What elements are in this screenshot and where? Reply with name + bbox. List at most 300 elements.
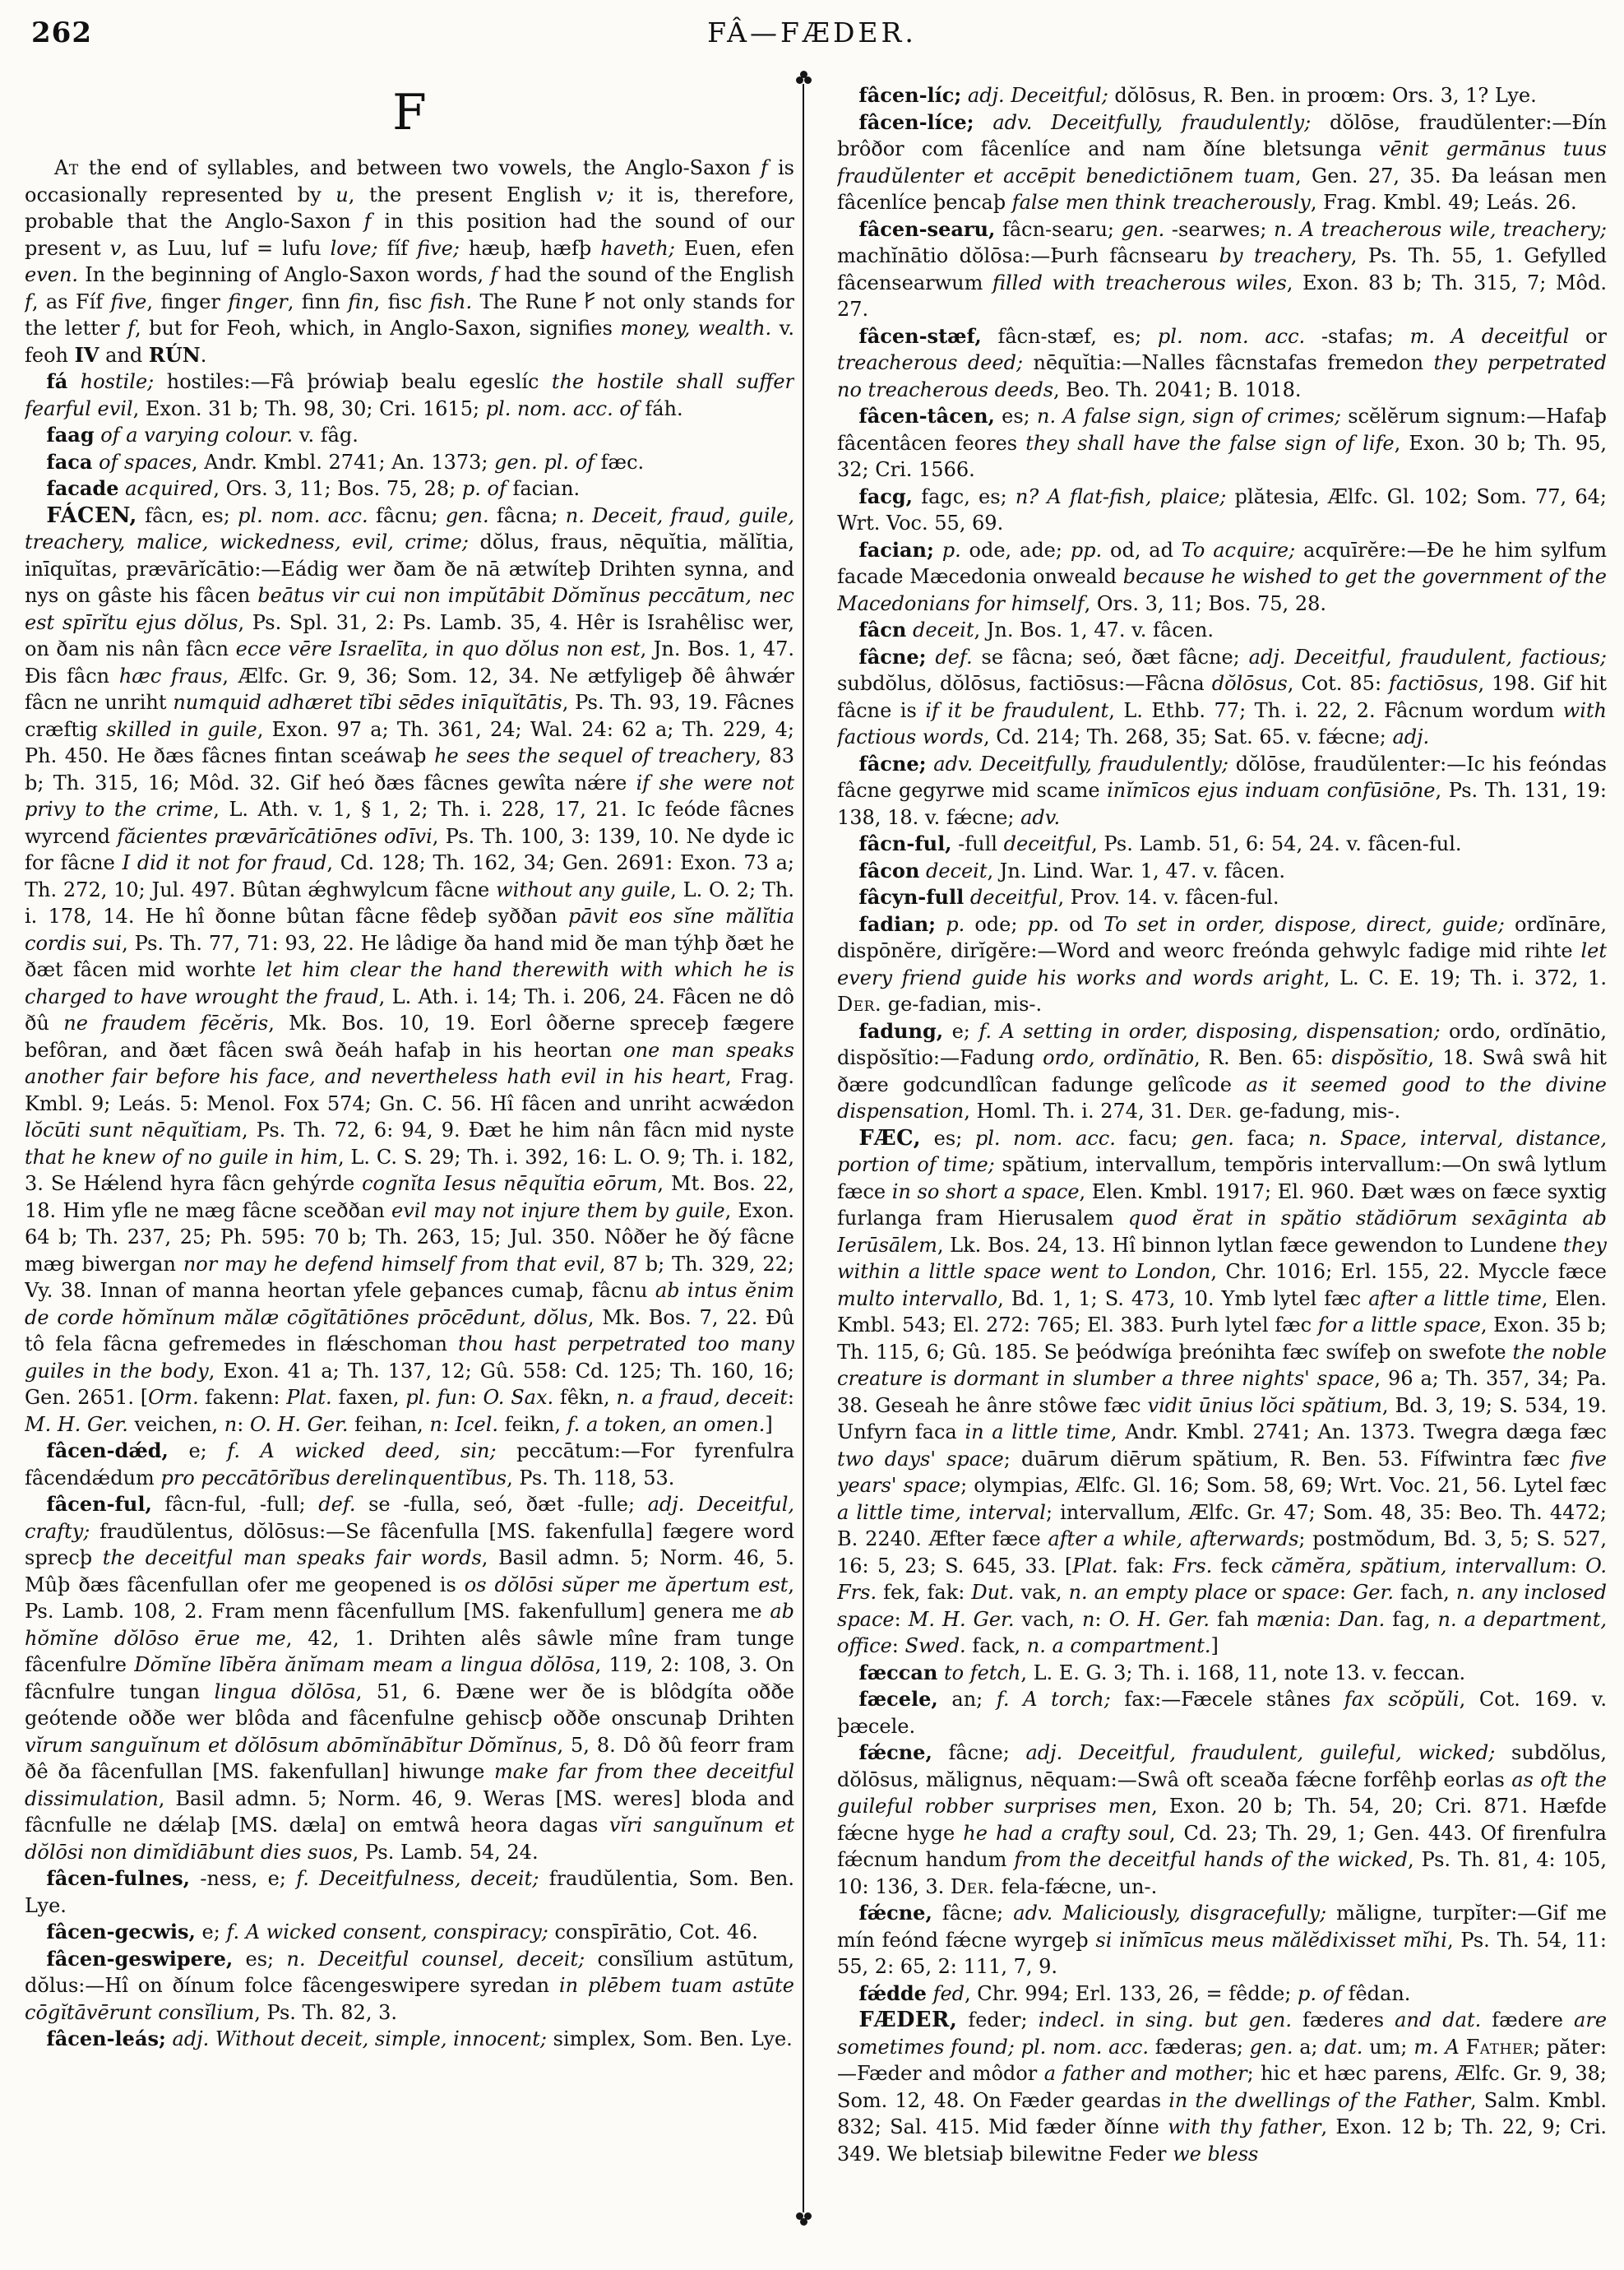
text-run: fâcen-geswipere,: [46, 1946, 234, 1971]
text-run: p. of: [461, 477, 507, 500]
text-run: [1460, 2036, 1466, 2059]
text-run: , Mk. Bos. 10, 19. Eorl ôðerne spreceþ fægere befôran, and ðæt fâcen swâ ðeáh hafaþ in his heortan: [25, 1012, 794, 1062]
text-run: after a little time: [1368, 1286, 1542, 1310]
text-run: feikn,: [498, 1412, 567, 1436]
text-run: we bless: [1173, 2142, 1259, 2166]
text-run: gen. pl. of: [494, 450, 595, 474]
text-run: five years' space: [837, 1447, 1607, 1497]
text-run: fâcen-stæf,: [858, 323, 982, 348]
text-run: a father and mother: [1043, 2062, 1247, 2085]
text-run: gen.: [1191, 1126, 1234, 1150]
text-run: vĭrum sanguĭnum et dŏlōsum abōmĭnābĭtur Dŏmĭnus: [25, 1733, 558, 1757]
text-run: pl. nom. acc. of: [485, 396, 639, 420]
text-run: n: [1081, 1607, 1095, 1631]
text-run: fâcne;: [858, 644, 927, 669]
text-run: adv. Deceitfully, fraudulently;: [992, 110, 1312, 134]
text-run: , L. O. 2; Th. i. 178, 14. He hî ðonne bûtan fâcne fêdeþ syððan: [25, 878, 794, 928]
text-run: , Jn. Bos. 1, 47. v. fâcen.: [974, 618, 1214, 642]
text-run: spătium, intervallum, tempŏris intervallum:—On swâ lytlum fæce: [837, 1153, 1607, 1203]
entry-paragraph: [25, 2026, 794, 2053]
text-run: , Ælfc. Gr. 9, 36; Som. 12, 34. Ne ætfyligeþ ðê âhwǽr fâcn ne unriht: [25, 664, 794, 714]
text-run: lŏcūti sunt nēquĭtiam: [25, 1119, 243, 1142]
text-run: fâcyn-full: [858, 885, 965, 909]
entry-paragraph: [837, 484, 1607, 537]
text-run: the hostile shall suffer fearful evil: [25, 370, 794, 420]
text-run: ab hŏmĭne dŏlōso ērue me: [25, 1600, 794, 1650]
text-run: nor may he defend himself from that evil: [183, 1252, 599, 1276]
text-run: pāvit eos sĭne mălĭtia cordis sui: [25, 905, 794, 955]
entry-paragraph: [837, 403, 1607, 484]
text-run: n: [429, 1412, 442, 1436]
text-run: In the beginning of Anglo-Saxon words,: [78, 263, 491, 286]
text-run: -searwes;: [1164, 217, 1275, 241]
text-run: factiōsus: [1389, 672, 1478, 695]
text-run: , Ps. Lamb. 51, 6: 54, 24. v. fâcen-ful.: [1091, 832, 1462, 855]
text-run: , Exon. 83 b; Th. 315, 7; Môd. 27.: [837, 271, 1607, 321]
entry-paragraph: [25, 475, 794, 503]
text-run: , Homl. Th. i. 274, 31.: [964, 1100, 1189, 1123]
text-run: O. Sax.: [483, 1386, 554, 1409]
text-run: adj. Deceitful, fraudulent, guileful, wicked;: [1025, 1741, 1496, 1764]
text-run: făcientes prævārĭcātiōnes odīvi: [117, 824, 433, 848]
text-run: Dŏmĭne lībĕra ănĭmam meam a lingua dŏlōsa: [134, 1653, 595, 1676]
text-run: dat.: [1324, 2035, 1363, 2059]
text-run: n? A flat-fish, plaice;: [1015, 484, 1227, 508]
text-run: Dut.: [971, 1581, 1015, 1604]
text-run: To acquire;: [1181, 538, 1296, 562]
text-run: [961, 84, 968, 107]
text-run: Plat.: [286, 1386, 332, 1409]
text-run: , finn: [287, 290, 349, 313]
text-run: fâcn-ful,: [858, 832, 952, 855]
text-run: an;: [937, 1688, 997, 1711]
text-run: O. Frs.: [837, 1554, 1607, 1604]
text-run: f. a token, an omen.: [567, 1412, 766, 1436]
text-run: is occasionally represented by: [25, 156, 794, 206]
entry-paragraph: [25, 422, 794, 449]
text-run: in the dwellings of the Father: [1168, 2088, 1471, 2112]
entry-paragraph: [837, 884, 1607, 911]
text-run: , Andr. Kmbl. 2741; An. 1373;: [191, 450, 495, 474]
text-run: f: [363, 210, 372, 233]
text-run: fraudŭlentia, Som. Ben. Lye.: [25, 1867, 794, 1917]
text-run: numquid adhæret tĭbi sēdes inīquĭtātis: [173, 691, 562, 714]
entry-paragraph: [25, 368, 794, 422]
entry-paragraph: [837, 82, 1607, 109]
text-run: Ger.: [1353, 1581, 1394, 1604]
text-run: five;: [417, 236, 460, 260]
text-run: let him clear the hand therewith with which he is charged to have wrought the fraud: [25, 958, 794, 1008]
entry-paragraph: [837, 1125, 1607, 1660]
text-run: , L. Ath. i. 14; Th. i. 206, 24. Fâcen ne dô ðû: [25, 984, 794, 1035]
text-run: , Ps. Th. 118, 53.: [507, 1466, 675, 1489]
text-run: fakenn:: [198, 1386, 287, 1409]
text-run: ode, ade;: [960, 538, 1071, 562]
text-run: subdŏlus, dŏlōsus, factiōsus:—Fâcna: [837, 672, 1212, 695]
text-run: O. H. Ger.: [1108, 1607, 1210, 1631]
text-run: At: [54, 156, 79, 179]
entry-paragraph: [837, 537, 1607, 618]
entry-paragraph: [837, 1686, 1607, 1740]
text-run: , Ps. Th. 93, 19. Fâcnes cræftig: [25, 691, 794, 741]
text-run: es;: [921, 1126, 975, 1150]
text-run: adv. Deceitfully, fraudulently;: [933, 752, 1228, 776]
text-run: , Chr. 1016; Erl. 155, 22. Myccle fæce: [1210, 1260, 1607, 1283]
text-run: adv. Maliciously, disgracefully;: [1013, 1902, 1327, 1925]
text-run: To set in order, dispose, direct, guide;: [1103, 912, 1505, 936]
text-run: treacherous deed;: [837, 351, 1024, 374]
text-run: fâcen-leás;: [46, 2027, 166, 2050]
text-run: dŏlōse, fraudŭlenter:—Ic his feóndas fâcne gegyrwe mid scame: [837, 752, 1607, 802]
text-run: facian.: [506, 477, 581, 500]
text-run: fǽcne,: [858, 1901, 932, 1925]
text-run: scĕlĕrum signum:—Hafaþ fâcentâcen feores: [837, 405, 1607, 455]
text-run: , Andr. Kmbl. 2741; An. 1373. Twegra dæga fæc: [1110, 1420, 1607, 1443]
text-run: ; duārum diērum spătium, R. Ben. 53. Fífwintra fæc: [1003, 1447, 1571, 1471]
entry-paragraph: [837, 323, 1607, 404]
text-run: :: [237, 1412, 250, 1436]
text-run: ode;: [965, 912, 1028, 936]
text-run: ordo, ordĭnātio, dispŏsĭtio:—Fadung: [837, 1019, 1607, 1069]
text-run: -full: [951, 832, 1004, 855]
text-run: :: [894, 1607, 909, 1631]
text-run: dispŏsĭtio: [1331, 1046, 1428, 1069]
text-run: Euen, efen: [674, 236, 794, 260]
text-run: facg,: [858, 484, 914, 508]
text-run: ]: [1210, 1634, 1219, 1657]
text-run: fâcen-searu,: [858, 216, 996, 241]
text-run: facade: [46, 476, 119, 500]
text-run: fâcn: [858, 618, 907, 642]
text-run: n. an empty place: [1068, 1581, 1248, 1604]
text-run: , R. Ben. 65:: [1194, 1046, 1332, 1069]
text-run: , L. C. S. 29; Th. i. 392, 16: L. O. 9; Th. i. 182, 3. Se Hǽlend hyra fâcn gehýrde: [25, 1145, 794, 1195]
text-run: pl. fun: [405, 1386, 470, 1409]
text-run: f. Deceitfulness, deceit;: [296, 1867, 539, 1890]
entry-paragraph: [837, 109, 1607, 216]
text-run: fax:—Fæcele stânes: [1110, 1688, 1344, 1711]
text-run: n. a compartment.: [1026, 1634, 1211, 1657]
text-run: -stafas;: [1305, 324, 1410, 348]
text-run: in a little time: [965, 1420, 1111, 1443]
text-run: , 42, 1. Drihten alês sâwle mîne fram tunge fâcenfulre: [25, 1626, 794, 1676]
text-run: [974, 111, 993, 134]
text-run: adj.: [1392, 725, 1430, 748]
text-run: RÚN: [148, 342, 201, 367]
text-run: fêdan.: [1341, 1981, 1411, 2005]
text-run: fâcen-fulnes,: [46, 1866, 191, 1890]
entry-paragraph: [837, 1980, 1607, 2008]
text-run: a;: [1293, 2035, 1325, 2059]
text-run: , Exon. 41 a; Th. 137, 12; Gû. 558: Cd. 125; Th. 160, 16; Gen. 2651. [: [25, 1359, 794, 1409]
text-run: , Gen. 27, 35. Ða leásan men fâcenlíce þencaþ: [837, 164, 1607, 214]
column-right-text: [837, 64, 1607, 2167]
text-run: FÆC,: [858, 1125, 922, 1151]
text-run: deceit: [906, 618, 974, 642]
text-run: , Exon. 31 b; Th. 98, 30; Cri. 1615;: [132, 396, 486, 420]
text-run: [926, 753, 933, 776]
text-run: , Frag. Kmbl. 9; Leás. 5: Menol. Fox 574; Gn. C. 56. Hî fâcen and unriht acwǽdon: [25, 1065, 794, 1115]
text-run: let every friend guide his works and words aright: [837, 939, 1607, 989]
text-run: f: [490, 263, 498, 286]
text-run: măligne, turpĭter:—Gif me mín feónd fǽcne wyrgeþ: [837, 1902, 1607, 1952]
text-run: conspīrātio, Cot. 46.: [548, 1920, 758, 1943]
text-run: vĭri sanguĭnum et dŏlōsi non dimĭdiābunt dies suos: [25, 1814, 794, 1864]
entry-paragraph: [837, 1900, 1607, 1980]
text-run: O. H. Ger.: [249, 1412, 349, 1436]
text-run: if she were not privy to the crime: [25, 771, 794, 821]
text-run: :: [787, 1386, 794, 1409]
text-run: fáh.: [638, 396, 683, 420]
text-run: e;: [168, 1439, 228, 1462]
text-run: , Ps. Lamb. 54, 24.: [352, 1840, 539, 1864]
entry-paragraph: [25, 1438, 794, 1491]
text-run: the end of syllables, and between two vowels, the Anglo-Saxon: [78, 156, 761, 179]
text-run: fǽdde: [858, 1980, 927, 2005]
text-run: Plat.: [1072, 1554, 1118, 1577]
text-run: , Basil admn. 5; Norm. 46, 9. Weras [MS. weres] bloda and fâcnfulle ne dǽlaþ [MS. dæla] on emtwâ heora dagas: [25, 1786, 794, 1837]
text-run: five: [110, 290, 147, 313]
text-run: hæuþ, hæfþ: [459, 236, 601, 260]
text-run: not only stands for the letter: [25, 290, 794, 340]
text-run: he had a crafty soul: [963, 1821, 1169, 1845]
text-run: adj. Deceitful, crafty;: [25, 1493, 794, 1543]
text-run: deceit: [919, 859, 988, 883]
text-run: e;: [943, 1019, 979, 1043]
text-run: n. Space, interval, distance, portion of time;: [837, 1126, 1607, 1176]
text-run: f. A setting in order, disposing, dispensation;: [979, 1019, 1441, 1043]
text-run: , Jn. Bos. 1, 47. Ðis fâcn: [25, 637, 794, 688]
text-run: , Bd. 1, 1; S. 473, 10. Ymb lytel fæc: [997, 1286, 1369, 1310]
text-run: FÁCEN,: [46, 503, 137, 528]
entry-paragraph: [25, 1919, 794, 1946]
text-run: hostile;: [67, 370, 155, 393]
text-run: peccātum:—For fyrenfulra fâcendǽdum: [25, 1439, 794, 1489]
text-run: fish.: [429, 290, 473, 313]
text-run: def.: [318, 1493, 356, 1516]
text-run: od, ad: [1102, 538, 1182, 562]
text-run: fâcen-dǽd,: [46, 1438, 169, 1462]
text-run: false men think treacherously: [1011, 191, 1311, 214]
text-run: u: [335, 183, 349, 206]
text-run: faca: [46, 449, 93, 474]
text-run: fâcen-líc;: [858, 83, 962, 107]
text-run: , Exon. 97 a; Th. 361, 24; Wal. 24: 62 a; Th. 229, 4; Ph. 450. He ðæs fâcnes fintan sceáwaþ: [25, 717, 794, 767]
text-run: IV: [74, 342, 99, 367]
text-run: , but for Feoh, which, in Anglo-Saxon, signifies: [135, 317, 621, 340]
text-run: fâcne;: [858, 751, 927, 776]
text-run: feck: [1212, 1554, 1271, 1577]
text-run: , Exon. 20 b; Th. 54, 20; Cri. 871. Hæfde fǽcne hyge: [837, 1795, 1607, 1845]
text-run: n: [224, 1412, 238, 1436]
text-run: [936, 913, 946, 936]
text-run: , Beo. Th. 2041; B. 1018.: [1053, 378, 1302, 401]
text-run: The Rune: [472, 290, 585, 313]
text-run: :: [442, 1412, 456, 1436]
text-run: fraudŭlentus, dŏlōsus:—Se fâcenfulla [MS. fakenfulla] fægere word sprecþ: [25, 1519, 794, 1569]
text-run: faxen,: [331, 1386, 406, 1409]
text-run: , Ps. Th. 81, 4: 105, 10: 136, 3.: [837, 1848, 1607, 1898]
text-run: fêkn,: [553, 1386, 617, 1409]
text-run: for a little space: [1317, 1313, 1481, 1337]
text-run: pp.: [1027, 912, 1059, 936]
text-run: or: [1569, 324, 1607, 348]
text-run: fædere: [1481, 2008, 1575, 2031]
text-run: , Cd. 214; Th. 268, 35; Sat. 65. v. fǽcne;: [983, 725, 1393, 748]
entry-paragraph: [837, 831, 1607, 858]
text-run: simplex, Som. Ben. Lye.: [547, 2027, 793, 2050]
text-run: Dan.: [1338, 1607, 1386, 1631]
text-run: f. A wicked deed, sin;: [227, 1439, 497, 1462]
entry-paragraph: [837, 1018, 1607, 1125]
text-run: pp.: [1070, 538, 1103, 562]
text-run: Swed.: [905, 1634, 966, 1657]
text-run: , Mt. Bos. 22, 18. Him yfle ne mæg fâcne sceððan: [25, 1172, 794, 1222]
text-run: fâcon: [858, 858, 920, 883]
text-run: , L. C. E. 19; Th. i. 372, 1.: [1323, 966, 1607, 989]
column-right: [837, 64, 1607, 2265]
entry-paragraph: [837, 858, 1607, 885]
text-run: FÆDER,: [858, 2008, 958, 2032]
text-run: or: [1247, 1581, 1283, 1604]
text-run: as it seemed good to the divine dispensation: [837, 1072, 1607, 1123]
text-run: M. H. Ger.: [25, 1412, 128, 1436]
text-run: fá: [46, 369, 68, 393]
text-run: n. Deceit, fraud, guile, treachery, malice, wickedness, evil, crime;: [25, 503, 794, 554]
text-run: adv.: [1020, 805, 1061, 829]
entry-paragraph: [837, 2007, 1607, 2167]
text-run: two days' space: [837, 1447, 1004, 1471]
text-run: fæccan: [858, 1660, 938, 1684]
text-run: they perpetrated no treacherous deeds: [837, 351, 1607, 401]
entry-paragraph: [837, 1660, 1607, 1687]
text-run: p.: [946, 912, 965, 936]
text-run: es;: [994, 405, 1038, 428]
text-run: , 5, 8. Dô ðû feorr fram ðê ða fâcenfullan [MS. fakenfullan] hiwunge: [25, 1733, 794, 1783]
entry-paragraph: [837, 617, 1607, 644]
text-run: fâcne;: [932, 1741, 1026, 1764]
text-run: Frs.: [1173, 1554, 1213, 1577]
text-run: , the present English: [348, 183, 597, 206]
text-run: pro peccātōrĭbus derelinquentĭbus: [160, 1466, 507, 1489]
text-run: had the sound of the English: [497, 263, 794, 286]
text-run: beātus vir cui non impŭtābit Dŏmĭnus peccātum, nec est spīrĭtu ejus dŏlus: [25, 584, 794, 634]
text-run: thou hast perpetrated too many guiles in the body: [25, 1332, 794, 1383]
text-run: consĭlium astūtum, dŏlus:—Hî on ðínum folce fâcengeswipere syredan: [25, 1947, 794, 1997]
text-run: inĭmīcos ejus induam confūsiōne: [1107, 779, 1436, 802]
text-run: , L. E. G. 3; Th. i. 168, 11, note 13. v. feccan.: [1020, 1661, 1466, 1684]
text-run: v. fâg.: [293, 424, 359, 447]
text-run: from the deceitful hands of the wicked: [1014, 1848, 1408, 1871]
text-run: the deceitful man speaks fair words: [102, 1546, 482, 1569]
text-run: def.: [935, 645, 973, 669]
text-run: ordo, ordĭnātio: [1043, 1046, 1195, 1069]
text-run: .: [200, 343, 207, 367]
text-run: Der.: [837, 993, 882, 1016]
text-run: Der.: [1188, 1100, 1233, 1123]
text-run: , Ps. Th. 55, 1. Gefylled fâcensearwum: [837, 244, 1607, 294]
text-run: , 18. Swâ swâ hit ðære godcundlîcan fadunge gelîcode: [837, 1046, 1607, 1096]
text-run: os dŏlōsi sŭper me ăpertum est: [464, 1573, 789, 1596]
text-run: , Ors. 3, 11; Bos. 75, 28.: [1084, 591, 1326, 615]
text-run: , Basil admn. 5; Norm. 46, 5. Mûþ ðæs fâcenfullan ofer me geopened is: [25, 1546, 794, 1596]
text-run: es;: [233, 1947, 287, 1971]
text-run: n. Deceitful counsel, deceit;: [286, 1947, 585, 1971]
text-run: pl. nom. acc.: [1157, 324, 1306, 348]
text-run: lingua dŏlōsa: [214, 1679, 356, 1703]
text-run: f: [760, 156, 768, 179]
text-run: mænia: [1256, 1607, 1325, 1631]
text-run: f. A wicked consent, conspiracy;: [226, 1920, 548, 1943]
text-run: fâcnu;: [368, 503, 446, 527]
text-run: , L. Ethb. 77; Th. i. 22, 2. Fâcnum wordum: [1108, 698, 1563, 722]
text-run: without any guile: [496, 878, 671, 901]
text-run: v;: [596, 183, 614, 206]
text-run: deceitful: [964, 886, 1058, 909]
text-run: facu;: [1115, 1126, 1191, 1150]
text-run: fin: [348, 290, 374, 313]
text-run: fag,: [1385, 1607, 1438, 1631]
text-run: subdŏlus, dŏlōsus, mălignus, nēquam:—Swâ oft sceaða fǽcne forfêhþ eorlas: [837, 1741, 1607, 1791]
text-run: , L. Ath. v. 1, § 1, 2; Th. i. 228, 17, 21. Ic feóde fâcnes wyrcend: [25, 798, 794, 848]
text-run: , finger: [146, 290, 229, 313]
text-run: , Cd. 128; Th. 162, 34; Gen. 2691: Exon. 73 a; Th. 272, 10; Jul. 497. Bûtan ǽghwylcum fâcne: [25, 851, 794, 901]
text-run: , Salm. Kmbl. 832; Sal. 415. Mid fæder ðínne: [837, 2088, 1607, 2138]
running-title: FÂ—FÆDER.: [707, 16, 917, 49]
text-run: and: [99, 343, 149, 367]
text-run: , Ps. Spl. 31, 2: Ps. Lamb. 35, 4. Hêr is Israhêlisc wer, on ðam nis nân fâcn: [25, 610, 794, 660]
text-run: fæcele,: [858, 1687, 938, 1711]
text-run: fâcn-searu;: [995, 217, 1122, 241]
text-run: of a varying colour.: [94, 424, 294, 447]
text-run: ; olympias, Ælfc. Gl. 16; Som. 58, 69; Wrt. Voc. 21, 56. Lytel fæc: [960, 1474, 1607, 1497]
text-run: , 119, 2: 108, 3. On fâcnfulre tungan: [25, 1653, 794, 1703]
text-run: gen.: [1121, 217, 1165, 241]
entry-paragraph: [25, 1865, 794, 1919]
text-run: , 51, 6. Ðæne wer ðe is blôdgíta oððe geótende oððe wer blôda and fâcenfulne gehiscþ oððe onscunaþ Drihten: [25, 1679, 794, 1730]
text-run: , Exon. 12 b; Th. 22, 9; Cri. 349. We bletsiaþ bilewitne Feder: [837, 2115, 1607, 2166]
text-run: fach,: [1393, 1581, 1456, 1604]
text-run: se -fulla, seó, ðæt -fulle;: [355, 1493, 648, 1516]
text-run: dŏlōse, fraudŭlenter:—Ðín brôðor com fâcenlíce and nam ðíne bletsunga: [837, 110, 1607, 160]
column-left-text: [25, 155, 794, 2053]
entry-paragraph: [25, 1491, 794, 1865]
text-run: to fetch: [937, 1661, 1021, 1684]
text-run: vach,: [1014, 1607, 1082, 1631]
text-run: with thy father: [1168, 2115, 1321, 2138]
text-run: ne fraudem fēcĕris: [63, 1012, 269, 1035]
text-run: that he knew of no guile in him: [25, 1145, 338, 1169]
text-run: , Elen. Kmbl. 543; El. 272: 765; El. 383. Þurh lytel fæc: [837, 1286, 1607, 1337]
text-run: ; postmŏdum, Bd. 3, 5; S. 527, 16: 5, 23; S. 645, 33. [: [837, 1527, 1607, 1577]
text-run: in this position had the sound of our present: [25, 210, 794, 260]
text-run: fek, fak:: [877, 1581, 972, 1604]
text-run: , Ps. Th. 100, 3: 139, 10. Ne dyde ic for fâcne: [25, 824, 794, 874]
text-run: multo intervallo: [837, 1286, 998, 1310]
text-run: , Ps. Th. 54, 11: 55, 2: 65, 2: 111, 7, 9.: [837, 1928, 1607, 1978]
text-run: Icel.: [455, 1412, 498, 1436]
text-run: vak,: [1014, 1581, 1069, 1604]
text-run: quod ĕrat in spătio stădiōrum sexāginta ab Ierūsālem: [837, 1207, 1607, 1257]
text-run: deceitful: [1003, 832, 1092, 855]
text-run: fax scŏpŭli: [1344, 1688, 1460, 1711]
text-run: , Exon. 30 b; Th. 95, 32; Cri. 1566.: [837, 431, 1607, 481]
text-run: because he wished to get the government of the Macedonians for himself: [837, 565, 1607, 615]
text-run: and dat.: [1395, 2008, 1482, 2031]
text-run: ]: [765, 1412, 773, 1436]
text-run: dŏlōsus, R. Ben. in proœm: Ors. 3, 1? Lye.: [1108, 84, 1537, 107]
text-run: fak:: [1117, 1554, 1173, 1577]
